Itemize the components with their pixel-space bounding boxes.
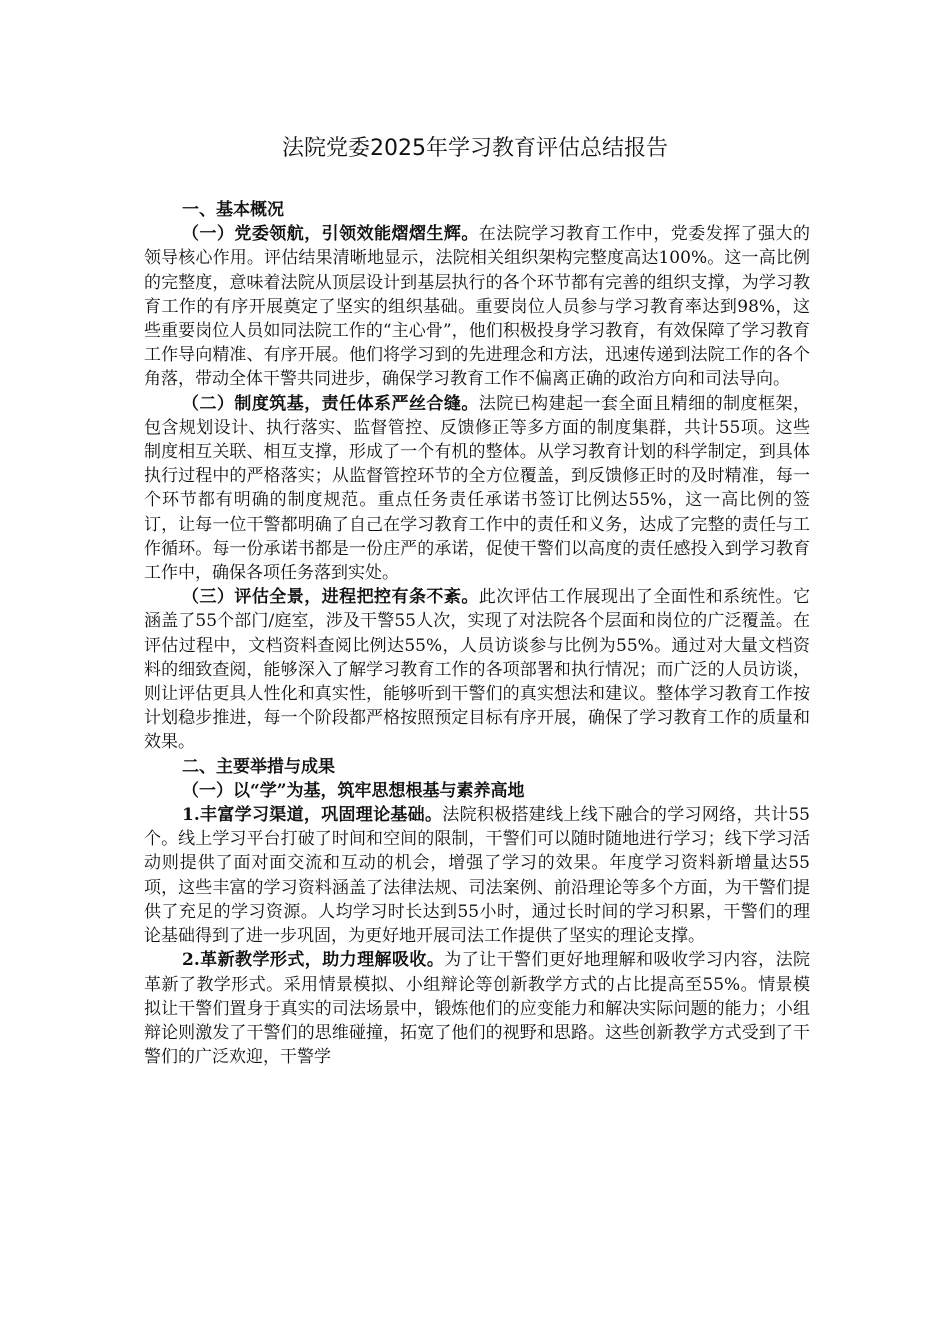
section-heading-overview: 一、基本概况 — [182, 200, 284, 220]
subsection-heading: （一）以“学”为基，筑牢思想根基与素养高地 — [182, 780, 525, 801]
paragraph-text: 法院积极搭建线上线下融合的学习网络，共计55个。线上学习平台打破了时间和空间的限制，干警们可以随时随地进行学习；线下学习活动则提供了面对面交流和互动的机会，增强了学习的效果。年度学习资料新增量达55项，这些丰富的学习资料涵盖了法律法规、司法案例、前沿理论等多个方面，为干警们提供了充足的学习资源。人均学习时长达到55小时，通过长时间的学习积累，干警们的理论基础得到了进一步巩固，为更好地开展司法工作提供了坚实的理论支撑。 — [144, 805, 810, 947]
paragraph — [144, 948, 810, 1069]
paragraph-lead: （一）党委领航，引领效能熠熠生辉。 — [182, 224, 479, 245]
paragraph-lead: 1.丰富学习渠道，巩固理论基础。 — [182, 805, 443, 826]
paragraph-text: 为了让干警们更好地理解和吸收学习内容，法院革新了教学形式。采用情景模拟、小组辩论等创新教学方式的占比提高至55%。情景模拟让干警们置身于真实的司法场景中，锻炼他们的应变能力和解决实际问题的能力；小组辩论则激发了干警们的思维碰撞，拓宽了他们的视野和思路。这些创新教学方式受到了干警们的广泛欢迎，干警学 — [144, 950, 811, 1068]
paragraph-text: 法院已构建起一套全面且精细的制度框架，包含规划设计、执行落实、监督管控、反馈修正等多方面的制度集群，共计55项。这些制度相互关联、相互支撑，形成了一个有机的整体。从学习教育计划的科学制定，到具体执行过程中的严格落实；从监督管控环节的全方位覆盖，到反馈修正时的及时精准，每一个环节都有明确的制度规范。重点任务责任承诺书签订比例达55%，这一高比例的签订，让每一位干警都明确了自己在学习教育工作中的责任和义务，达成了完整的责任与工作循环。每一份承诺书都是一份庄严的承诺，促使干警们以高度的责任感投入到学习教育工作中，确保各项任务落到实处。 — [144, 393, 811, 584]
paragraph-lead: （三）评估全景，进程把控有条不紊。 — [182, 587, 479, 608]
paragraph — [144, 803, 810, 948]
paragraph-text: 在法院学习教育工作中，党委发挥了强大的领导核心作用。评估结果清晰地显示，法院相关组织架构完整度高达100%。这一高比例的完整度，意味着法院从顶层设计到基层执行的各个环节都有完善的组织支撑，为学习教育工作的有序开展奠定了坚实的组织基础。重要岗位人员参与学习教育率达到98%，这些重要岗位人员如同法院工作的“主心骨”，他们积极投身学习教育，有效保障了学习教育工作导向精准、有序开展。他们将学习到的先进理念和方法，迅速传递到法院工作的各个角落，带动全体干警共同进步，确保学习教育工作不偏离正确的政治方向和司法导向。 — [144, 224, 811, 390]
paragraph — [144, 222, 810, 391]
paragraph-text: 此次评估工作展现出了全面性和系统性。它涵盖了55个部门/庭室，涉及干警55人次，实现了对法院各个层面和岗位的广泛覆盖。在评估过程中，文档资料查阅比例达55%，人员访谈参与比例为55%。通过对大量文档资料的细致查阅，能够深入了解学习教育工作的各项部署和执行情况；而广泛的人员访谈，则让评估更具人性化和真实性，能够听到干警们的真实想法和建议。整体学习教育工作按计划稳步推进，每一个阶段都严格按照预定目标有序开展，确保了学习教育工作的质量和效果。 — [144, 587, 811, 753]
document-body — [144, 198, 810, 1069]
section-heading-measures: 二、主要举措与成果 — [182, 756, 335, 777]
paragraph-lead: （二）制度筑基，责任体系严丝合缝。 — [182, 393, 479, 414]
document-title: 法院党委2025年学习教育评估总结报告 — [282, 136, 668, 161]
paragraph — [144, 392, 810, 586]
paragraph — [144, 585, 810, 754]
paragraph-lead: 2.革新教学形式，助力理解吸收。 — [182, 950, 445, 971]
